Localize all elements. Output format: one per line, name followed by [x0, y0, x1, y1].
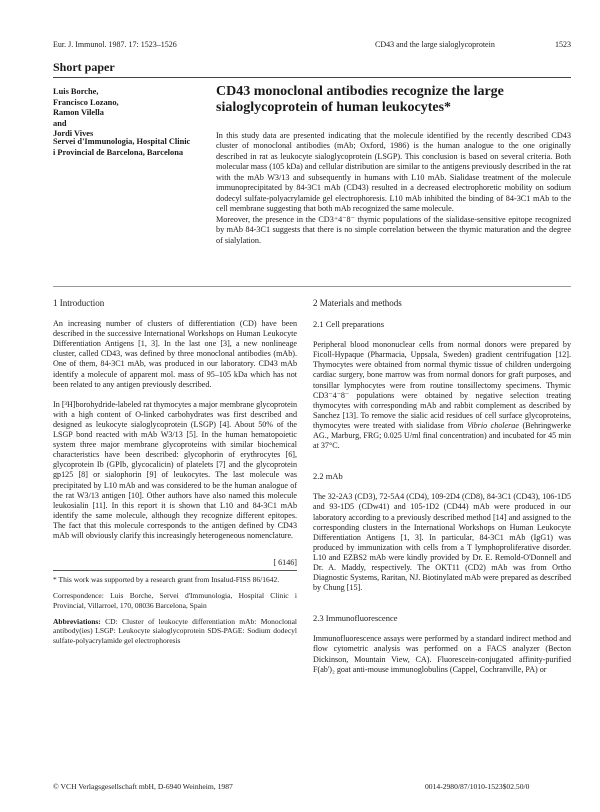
methods-paragraph: The 32-2A3 (CD3), 72-5A4 (CD4), 109-2D4 (CD8), 84-3C1 (CD43), 106-1D5 and 93-1D5 (CDw41) and 105-1D2 (CD44) mAb were produced in our laboratory according to a previously described method [14] and assigned to the corresponding clusters in the International Workshops on Human Leukocyte Differentiation Antigens [1, 3]. In particular, 84-3C1 mAb (IgG1) was produced by immunization with cells from a T lymphoproliferative disorder. L10 and EZBS2 mAb were kindly provided by Dr. E. Remold-O'Donnell and Dr. A. Maddy, respectively. The OKT11 (CD2) mAb was from Ortho Diagnostic Systems, Raritan, NJ. Biotinylated mAb were prepared as described by Chung [15]. [313, 492, 571, 593]
paper-title: CD43 monoclonal antibodies recognize the large sialoglycoprotein of human leukocytes* [216, 84, 504, 115]
author: Luis Borche, [53, 87, 99, 96]
subsection-heading: 2.2 mAb [313, 471, 343, 482]
subsection-heading: 2.3 Immunofluorescence [313, 613, 398, 624]
footnote-rule [53, 570, 297, 571]
running-title: CD43 and the large sialoglycoprotein [375, 40, 495, 49]
abbreviations-text: CD: Cluster of leukocyte differentiation mAb: Monoclonal antibody(ies) LSGP: Leukocyte sialoglycoprotein SDS-PAGE: Sodium dodecyl sulfate-polyacrylamide gel electrophoresis [53, 617, 298, 645]
publisher-footer: © VCH Verlagsgesellschaft mbH, D-6940 Weinheim, 1987 [53, 782, 233, 791]
methods-paragraph [313, 340, 571, 451]
article-code: 0014-2980/87/1010-1523$02.50/0 [425, 782, 530, 791]
author: Francisco Lozano, [53, 97, 119, 107]
top-rule [53, 77, 571, 78]
affiliation [53, 137, 223, 158]
author: Jordi Vives [53, 129, 94, 138]
methods-text: (Behringwerke AG., Marburg, FRG; 0.025 U/ml final concentration) and incubated for 45 min at 37°C. [313, 420, 571, 451]
abstract [216, 131, 571, 246]
author: Ramon Vilella [53, 108, 104, 117]
right-column [313, 298, 571, 675]
section-rule [53, 286, 571, 287]
species-name: Vibrio cholerae [467, 420, 519, 430]
funding-footnote: * This work was supported by a research grant from Insalud-FISS 86/1642. [53, 575, 280, 585]
intro-paragraph: In [³H]borohydride-labeled rat thymocytes a major membrane glycoprotein with a high content of O-linked carbohydrates was first described and designed as leukocyte sialoglycoprotein (LSGP) [4]. About 50% of the LSGP bond reacted with mAb W3/13 [5]. In the human hematopoietic system three major membrane glycoproteins with similar biochemical characteristics have been described: glycophorin of erythrocytes [6], glycoprotein Ib (GPIb, glycocalicin) of platelets [7] and the glycoprotein gp125 [8] or sialophorin [9] of leukocytes. The last molecule was precipitated by L10 mAb and was considered to be the human analogue of the rat W3/13 antigen [10]. Other authors have also named this molecule leukosialin [11]. In this report it is shown that L10 and 84-3C1 mAb identify the same molecule, although they recognize different epitopes. The fact that this molecule corresponds to the antigen defined by CD43 mAb will obviously clarify this increasingly heterogeneous nomenclature. [53, 399, 297, 540]
author-list [53, 87, 213, 140]
abbreviations-note [53, 617, 297, 645]
intro-heading: 1 Introduction [53, 298, 105, 308]
manuscript-code: [ 6146] [273, 558, 297, 568]
methods-paragraph: Immunofluorescence assays were performed by a standard indirect method and flow cytometric analysis was performed on a FACS analyzer (Becton Dickinson, Mountain View, CA). Fluorescein-conjugated affinity-purified F(ab')₂ goat anti-mouse immunoglobulins (Cappel, Cochranville, PA) or [313, 634, 571, 674]
subsection-heading: 2.1 Cell preparations [313, 319, 385, 330]
journal-reference: Eur. J. Immunol. 1987. 17: 1523–1526 [53, 40, 177, 49]
intro-paragraph: An increasing number of clusters of differentiation (CD) have been described in the successive International Workshops on Human Leukocyte Differentiation Antigens [1, 3]. In the last one [3], a new nonlineage cluster, called CD43, was defined by three monoclonal antibodies (mAb). One of them, 84-3C1 mAb, was produced in our laboratory. CD43 mAb identify a molecule of apparent mol. mass of 95–105 kDa which has not been related to any antigen previously described. [53, 319, 297, 389]
affiliation-line: Servei d'Immunologia, Hospital Clinic [53, 137, 191, 146]
page-number: 1523 [555, 40, 571, 49]
methods-heading: 2 Materials and methods [313, 298, 402, 308]
left-column [53, 298, 297, 652]
section-label: Short paper [53, 60, 115, 74]
running-header [375, 40, 571, 49]
correspondence-note: Correspondence: Luis Borche, Servei d'Immunologia, Hospital Clinic i Provincial, Villarroel, 170, 08036 Barcelona, Spain [53, 591, 297, 610]
abstract-paragraph: Moreover, the presence in the CD3⁺4⁻8⁻ thymic populations of the sialidase-sensitive epitope recognized by mAb 84-3C1 suggests that there is no simple correlation between the thymic maturation and the degree of sialylation. [216, 214, 571, 245]
abbreviations-label: Abbreviations: [53, 617, 101, 627]
affiliation-line: i Provincial de Barcelona, Barcelona [53, 147, 184, 157]
footnotes [53, 575, 297, 645]
methods-text: Peripheral blood mononuclear cells from normal donors were prepared by Ficoll-Hypaque (Pharmacia, Uppsala, Sweden) gradient centrifugation [12]. Thymocytes were obtained from normal thymic tissue of children undergoing cardiac surgery, bone marrow was from normal donors for graft purposes, and tonsillar lymphocytes were from routine tonsillectomy specimens. Thymic CD3⁻4⁻8⁻ populations were obtained by negative selection treating thymocytes with corresponding mAb and rabbit complement as described by Sanchez [13]. To remove the sialic acid residues of cell surface glycoproteins, thymocytes were treated with sialidase from [313, 340, 571, 430]
author-conjunction: and [53, 118, 67, 128]
abstract-paragraph: In this study data are presented indicating that the molecule identified by the recently described CD43 cluster of monoclonal antibodies (mAb; Oxford, 1986) is the human analogue to the one originally described in rat as leukocyte sialoglycoprotein (LSGP). This conclusion is based on several criteria. Both molecular mass (105 kDa) and cellular distribution are similar to the antigens previously described in the rat with the mAb W3/13 and subsequently in humans with L10 mAb. Sialidase treatment of the molecule immunoprecipitated by 84-3C1 mAb (CD43) resulted in a decreased electrophoretic mobility on sodium dodecyl sulfate-polyacrylamide gel electrophoresis. L10 mAb inhibited the binding of 84-3C1 mAb to the cell membrane suggesting that both mAb recognized the same molecule. [216, 131, 571, 214]
